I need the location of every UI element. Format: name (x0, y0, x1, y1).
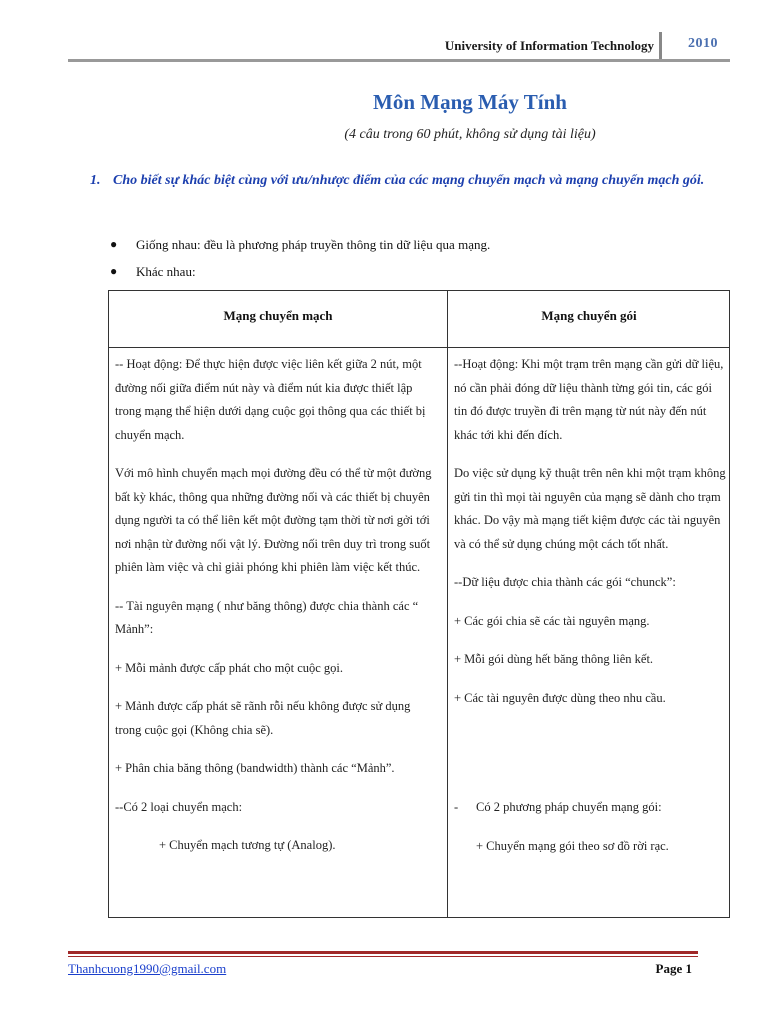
cell-paragraph: -- Hoạt động: Để thực hiện được việc liên kết giữa 2 nút, một đường nối giữa điểm nút này và điểm nút kia được thiết lập trong mạng thể hiện dưới dạng cuộc gọi thông qua các thiết bị chuyển mạch. (115, 357, 426, 442)
cell-paragraph: Do việc sử dụng kỹ thuật trên nên khi một trạm không gửi tin thì mọi tài nguyên của mạng sẽ dành cho trạm khác. Do vậy mà mạng tiết kiệm được các tài nguyên và có thể sử dụng chúng một cách tốt nhất. (454, 466, 726, 551)
cell-paragraph: + Các gói chia sẽ các tài nguyên mạng. (454, 613, 650, 628)
document-subtitle: (4 câu trong 60 phút, không sử dụng tài liệu) (344, 127, 596, 142)
cell-paragraph-text: Có 2 phương pháp chuyển mạng gói: (476, 800, 662, 814)
header-rule (68, 59, 730, 62)
table-header-packet-switching: Mạng chuyển gói (541, 308, 637, 323)
cell-paragraph: --Dữ liệu được chia thành các gói “chunck”: (454, 575, 676, 589)
cell-paragraph: + Mỗi mảnh được cấp phát cho một cuộc gọi. (115, 660, 344, 675)
table-cell-packet-switching (454, 353, 726, 873)
cell-paragraph: --Hoạt động: Khi một trạm trên mạng cần gửi dữ liệu, nó cần phải đóng dữ liệu thành từng gói tin, các gói tin đó được truyền đi trên mạng từ nút này đến nút khác tới khi đến đích. (454, 357, 724, 442)
cell-paragraph: + Mỗi gói dùng hết băng thông liên kết. (454, 652, 654, 666)
header-separator (659, 32, 662, 62)
dash-marker: - (454, 800, 459, 814)
bullet-icon: ● (110, 264, 118, 278)
bullet-icon: ● (110, 237, 118, 251)
page-header (68, 30, 730, 60)
cell-paragraph: --Có 2 loại chuyển mạch: (115, 799, 243, 814)
header-organization: University of Information Technology (444, 38, 654, 53)
bullet-text: Giống nhau: đều là phương pháp truyền thông tin dữ liệu qua mạng. (136, 237, 491, 252)
table-cell-circuit-switching (115, 353, 439, 873)
table-header-divider (109, 347, 729, 348)
header-year: 2010 (688, 36, 718, 51)
cell-paragraph: -- Tài nguyên mạng ( như băng thông) được chia thành các “ Mảnh”: (115, 598, 419, 636)
footer-page-number: Page 1 (655, 961, 692, 976)
table-header-circuit-switching: Mạng chuyển mạch (223, 308, 333, 323)
comparison-table (108, 290, 730, 918)
cell-paragraph: Với mô hình chuyển mạch mọi đường đều có thể từ một đường bất kỳ khác, thông qua những đường nối và các thiết bị chuyên dụng người ta có thể liên kết một đường tạm thời từ nơi gởi tới nơi nhận từ đường nối vật lý. Đường nối trên duy trì trong suốt phiên làm việc và chỉ giải phóng khi phiên làm việc kết thúc. (115, 466, 432, 574)
cell-paragraph: + Phân chia băng thông (bandwidth) thành các “Mảnh”. (115, 761, 395, 775)
footer-rule-thin (68, 956, 698, 957)
footer-email-link[interactable]: Thanhcuong1990@gmail.com (68, 961, 227, 976)
table-column-divider (447, 291, 448, 917)
cell-paragraph: + Chuyển mạch tương tự (Analog). (159, 838, 336, 852)
document-title: Môn Mạng Máy Tính (373, 90, 567, 114)
cell-paragraph (454, 796, 726, 820)
question-text: Cho biết sự khác biệt cùng với ưu/nhược điểm của các mạng chuyển mạch và mạng chuyển mạch gói. (113, 173, 705, 188)
cell-paragraph: + Chuyển mạng gói theo sơ đồ rời rạc. (476, 838, 669, 853)
bullet-text: Khác nhau: (136, 264, 196, 279)
footer-rule (68, 951, 698, 954)
question-number: 1. (90, 173, 101, 188)
cell-paragraph: + Mảnh được cấp phát sẽ rãnh rỗi nếu không được sử dụng trong cuộc gọi (Không chia sẽ). (115, 699, 411, 737)
cell-paragraph: + Các tài nguyên được dùng theo nhu cầu. (454, 690, 666, 705)
